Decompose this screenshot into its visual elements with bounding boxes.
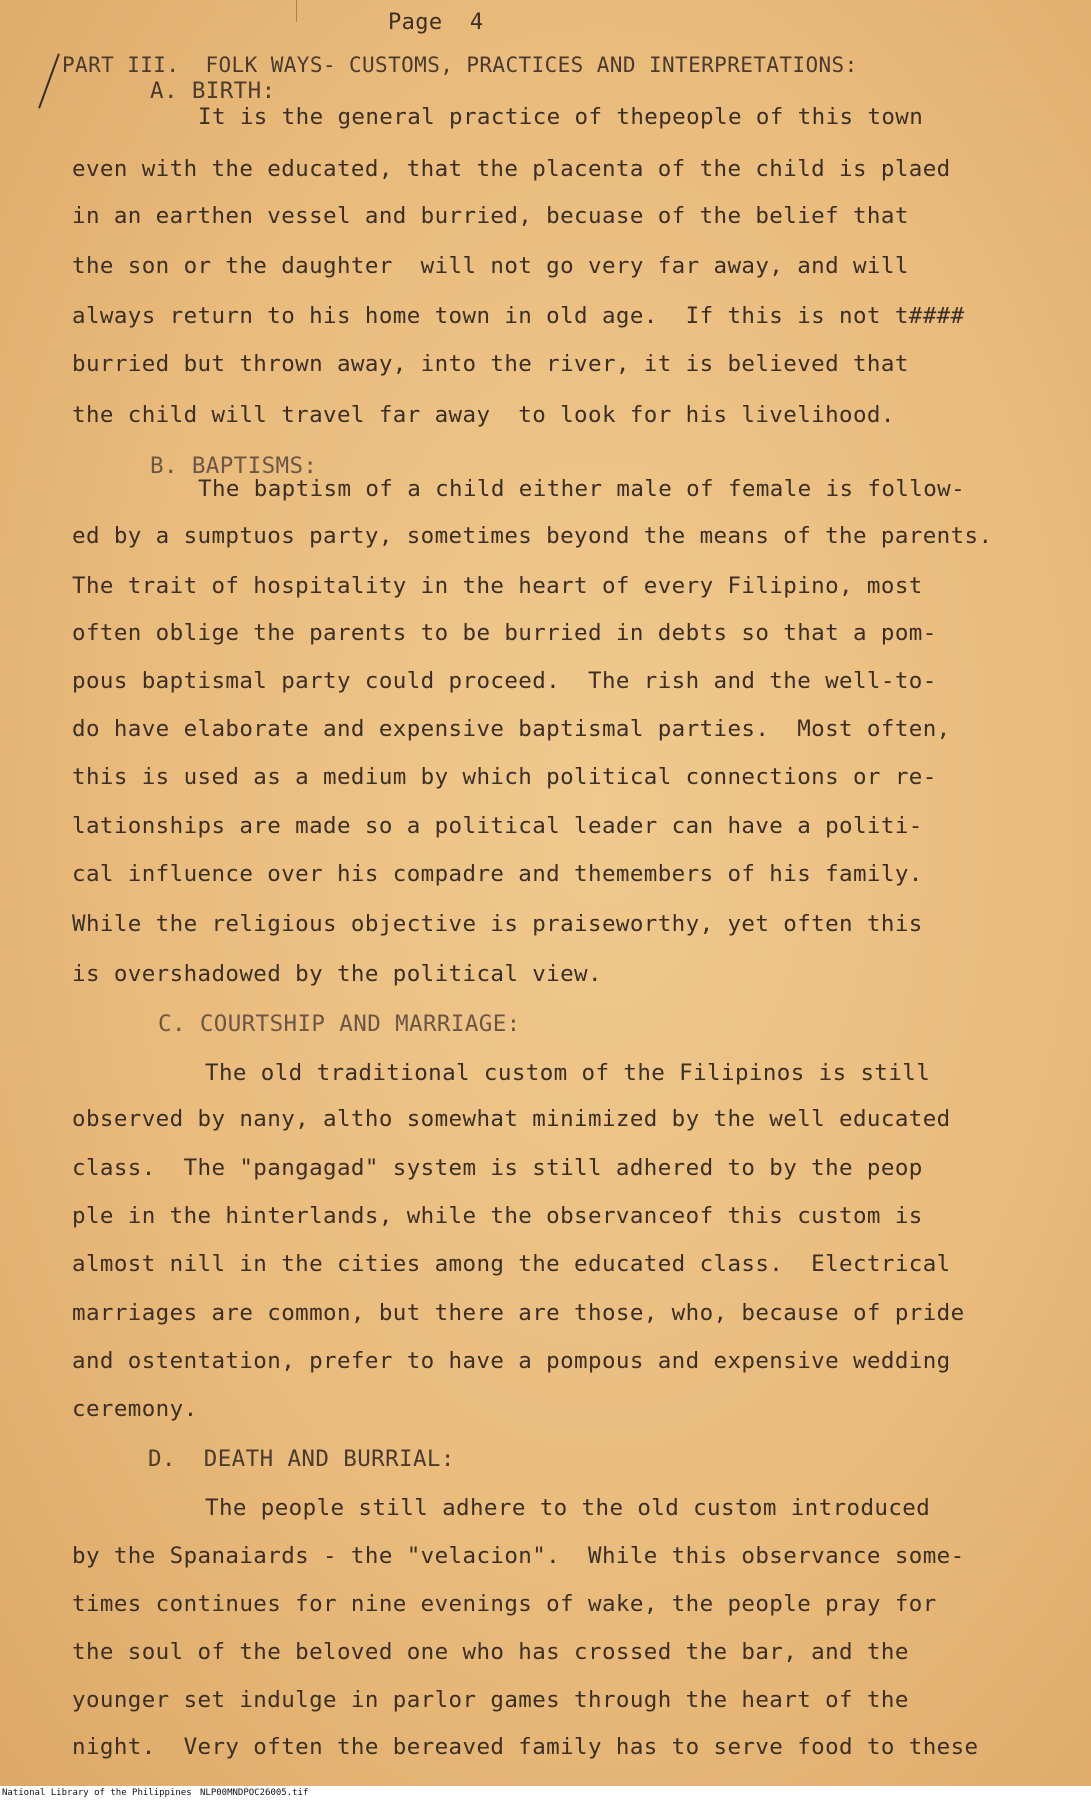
section-heading-baptisms: B. BAPTISMS: xyxy=(150,453,318,479)
baptisms-line: pous baptismal party could proceed. The rish and the well-to- xyxy=(72,668,937,694)
footer-library: National Library of the Philippines xyxy=(2,1788,192,1798)
courtship-line: and ostentation, prefer to have a pompous and expensive wedding xyxy=(72,1348,951,1374)
baptisms-line: The trait of hospitality in the heart of every Filipino, most xyxy=(72,573,923,599)
page-number: Page 4 xyxy=(388,10,484,35)
birth-line: even with the educated, that the placenta of the child is plaed xyxy=(72,156,951,182)
section-heading-courtship: C. COURTSHIP AND MARRIAGE: xyxy=(158,1011,521,1037)
baptisms-line: is overshadowed by the political view. xyxy=(72,961,602,987)
birth-line: burried but thrown away, into the river, it is believed that xyxy=(72,351,909,377)
baptisms-line: The baptism of a child either male of female is follow- xyxy=(198,476,966,502)
birth-line: always return to his home town in old age. If this is not t#### xyxy=(72,303,965,329)
section-heading-birth: A. BIRTH: xyxy=(150,78,276,104)
death-line: The people still adhere to the old custom introduced xyxy=(205,1495,931,1521)
baptisms-line: ed by a sumptuos party, sometimes beyond the means of the parents. xyxy=(72,523,993,549)
birth-line: the child will travel far away to look for his livelihood. xyxy=(72,402,895,428)
margin-pen-mark xyxy=(38,53,60,108)
baptisms-line: lationships are made so a political leader can have a politi- xyxy=(72,813,923,839)
birth-line: in an earthen vessel and burried, becuase of the belief that xyxy=(72,203,909,229)
death-line: night. Very often the bereaved family has to serve food to these xyxy=(72,1734,979,1760)
death-line: by the Spanaiards - the "velacion". While this observance some- xyxy=(72,1543,965,1569)
courtship-line: The old traditional custom of the Filipinos is still xyxy=(205,1060,931,1086)
baptisms-line: cal influence over his compadre and themembers of his family. xyxy=(72,861,923,887)
section-heading-death: D. DEATH AND BURRIAL: xyxy=(148,1446,455,1472)
baptisms-line: do have elaborate and expensive baptismal parties. Most often, xyxy=(72,716,951,742)
top-tick-mark xyxy=(296,0,297,22)
courtship-line: class. The "pangagad" system is still adhered to by the peop xyxy=(72,1155,923,1181)
birth-line: the son or the daughter will not go very far away, and will xyxy=(72,253,909,279)
baptisms-line: this is used as a medium by which political connections or re- xyxy=(72,764,937,790)
death-line: younger set indulge in parlor games through the heart of the xyxy=(72,1687,909,1713)
courtship-line: ceremony. xyxy=(72,1396,198,1422)
courtship-line: almost nill in the cities among the educated class. Electrical xyxy=(72,1251,951,1277)
death-line: times continues for nine evenings of wake, the people pray for xyxy=(72,1591,937,1617)
courtship-line: observed by nany, altho somewhat minimized by the well educated xyxy=(72,1106,951,1132)
courtship-line: marriages are common, but there are those, who, because of pride xyxy=(72,1300,965,1326)
scan-footer xyxy=(0,1786,1091,1800)
birth-line: It is the general practice of thepeople of this town xyxy=(198,104,924,130)
baptisms-line: While the religious objective is praiseworthy, yet often this xyxy=(72,911,923,937)
part-title: PART III. FOLK WAYS- CUSTOMS, PRACTICES AND INTERPRETATIONS: xyxy=(62,53,858,77)
death-line: the soul of the beloved one who has crossed the bar, and the xyxy=(72,1639,909,1665)
footer-filename: NLP00MNDPOC26005.tif xyxy=(200,1788,309,1798)
baptisms-line: often oblige the parents to be burried in debts so that a pom- xyxy=(72,620,937,646)
courtship-line: ple in the hinterlands, while the observanceof this custom is xyxy=(72,1203,923,1229)
